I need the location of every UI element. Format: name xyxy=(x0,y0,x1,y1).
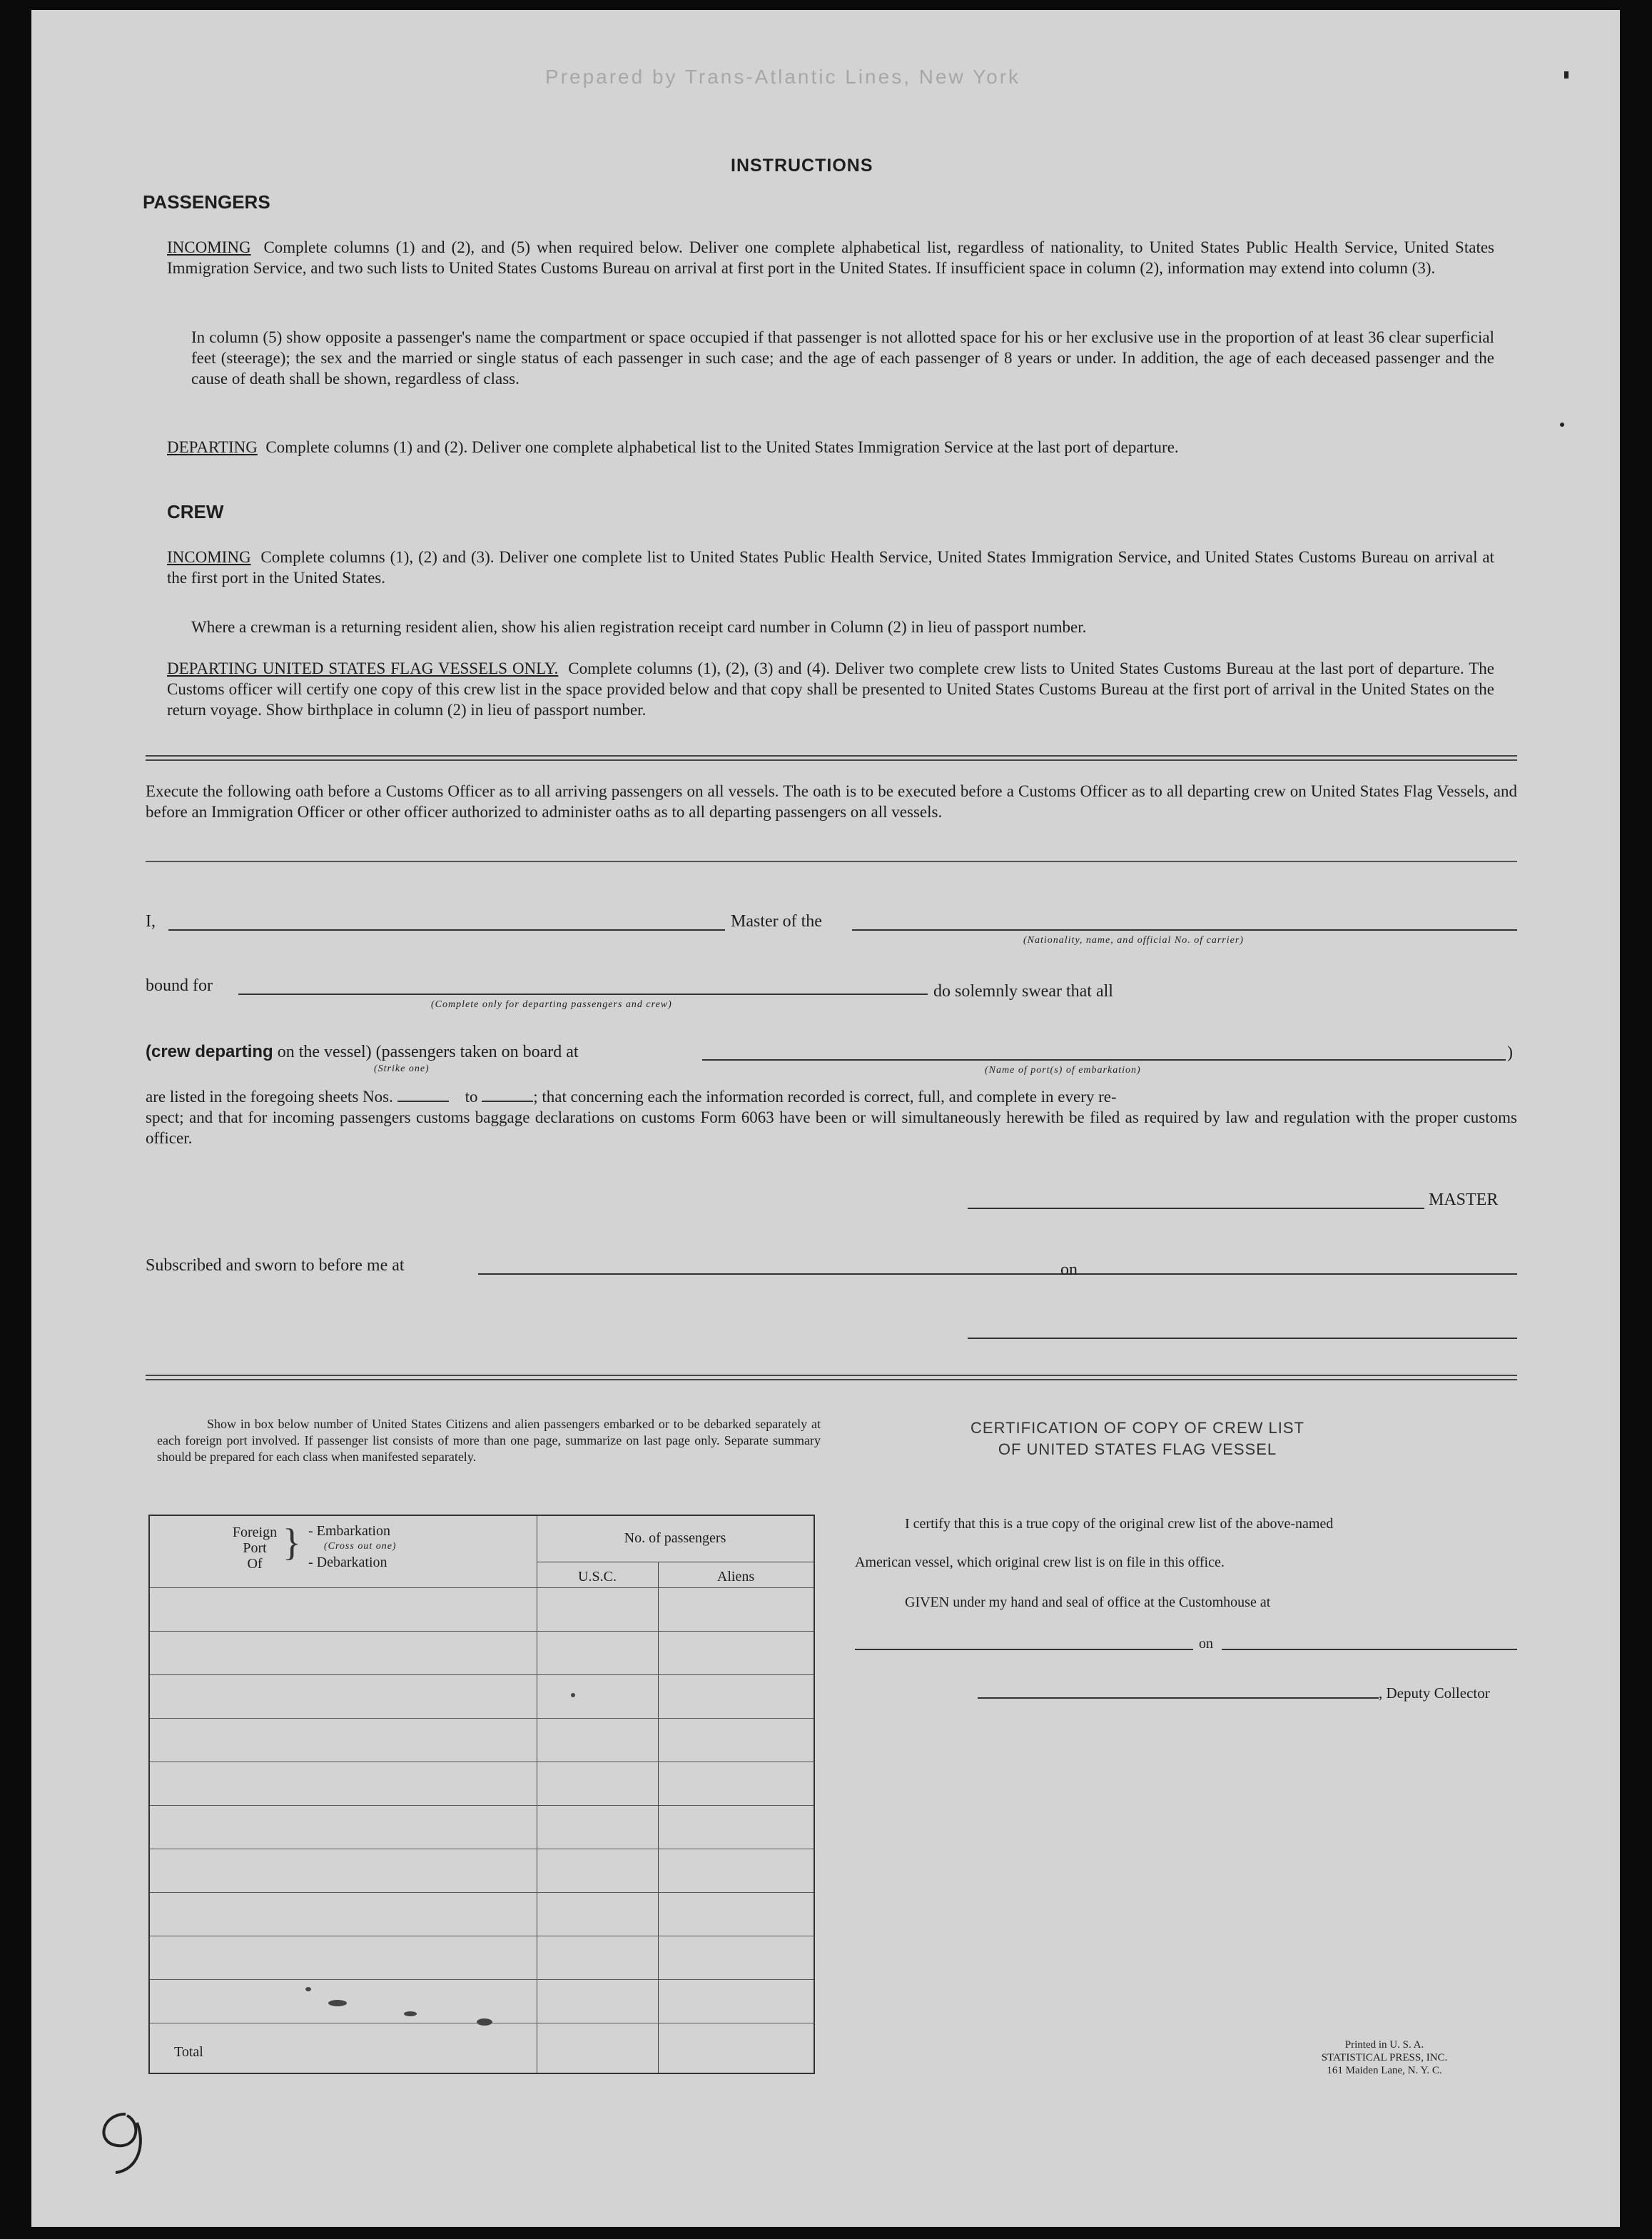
sheet-to-field[interactable] xyxy=(482,1088,533,1102)
table-row[interactable] xyxy=(150,1979,814,1980)
certification-title xyxy=(852,1417,1423,1460)
foreign-label: Foreign xyxy=(232,1525,278,1540)
embarkation-label: - Embarkation xyxy=(308,1523,390,1539)
sworn-place-field[interactable] xyxy=(478,1273,1086,1275)
crew-incoming-label: INCOMING xyxy=(167,548,251,566)
ports-caption: (Name of port(s) of embarkation) xyxy=(985,1065,1141,1076)
deputy-signature-field[interactable] xyxy=(978,1697,1379,1699)
bound-for-caption: (Complete only for departing passengers and crew) xyxy=(431,999,672,1010)
master-of-label: Master of the xyxy=(731,912,822,931)
ink-smudge xyxy=(404,2011,417,2016)
sheets-text-b: ; that concerning each the information recorded is correct, full, and complete in every re- xyxy=(533,1088,1117,1106)
strike-caption: (Strike one) xyxy=(374,1063,430,1074)
officer-signature-field[interactable] xyxy=(968,1338,1517,1339)
sheets-text-c: spect; and that for incoming passengers customs baggage declarations on customs Form 6063 have been or will simultaneously herewith be filed as required by law and regulation with the proper customs officer. xyxy=(146,1108,1517,1147)
port-label: Port xyxy=(243,1540,267,1556)
departing-text: Complete columns (1) and (2). Deliver one complete alphabetical list to the United States Immigration Service at the last port of departure. xyxy=(265,438,1179,456)
passenger-summary-table xyxy=(148,1515,815,2074)
crew-passengers-line xyxy=(146,1042,579,1062)
master-signature-field[interactable] xyxy=(968,1208,1424,1209)
sheets-line xyxy=(146,1086,1517,1107)
oath-i-label: I, xyxy=(146,912,156,931)
crew-incoming-block xyxy=(167,547,1494,588)
swear-text: do solemnly swear that all xyxy=(933,982,1113,1001)
embark-debark-labels xyxy=(308,1523,397,1570)
foreign-port-label xyxy=(230,1525,280,1572)
table-row[interactable] xyxy=(150,1892,814,1893)
crew-incoming-text: Complete columns (1), (2) and (3). Deliver one complete list to United States Public Health Service, United States Immigration Service, and United States Customs Bureau on arrival at the first port in the United States. xyxy=(167,548,1495,587)
cross-out-caption: (Cross out one) xyxy=(324,1541,397,1552)
certification-title-1: CERTIFICATION OF COPY OF CREW LIST xyxy=(971,1419,1304,1437)
cert-date-field[interactable] xyxy=(1222,1649,1517,1650)
form-page xyxy=(31,10,1620,2227)
summary-instructions: Show in box below number of United States Citizens and alien passengers embarked or to be debarked separately at each foreign port involved. If passenger list consists of more than one page, summarize on last page only. Separate summary should be prepared for each class when manifested separately. xyxy=(157,1417,821,1464)
bleed-through-text: Prepared by Trans-Atlantic Lines, New York xyxy=(545,66,1021,88)
ink-smudge xyxy=(477,2018,492,2026)
crew-alien-text: Where a crewman is a returning resident alien, show his alien registration receipt card number in Column (2) in lieu of passport number. xyxy=(191,618,1087,636)
passengers-heading: PASSENGERS xyxy=(143,191,270,213)
ink-smudge xyxy=(328,2000,347,2006)
table-row[interactable] xyxy=(150,1674,814,1675)
crew-departing-block xyxy=(167,658,1494,720)
printer-line-1: Printed in U. S. A. xyxy=(1344,2039,1424,2051)
column5-text: In column (5) show opposite a passenger's name the compartment or space occupied if that passenger is not allotted space for his or her exclusive use in the proportion of at least 36 clear superficial feet (steerage); the sex and the married or single status of each passenger in such case; and the age of each passenger of 8 years or under. In addition, the age of each deceased passenger and the cause of death shall be shown, regardless of class. xyxy=(191,328,1494,388)
passengers-departing-block xyxy=(167,437,1494,458)
crew-alien-block xyxy=(191,617,1494,637)
table-row[interactable] xyxy=(150,1718,814,1719)
master-name-field[interactable] xyxy=(168,929,725,931)
sheets-text-a: are listed in the foregoing sheets Nos. xyxy=(146,1088,393,1106)
oath-intro-block xyxy=(146,781,1517,822)
on-vessel-text: on the vessel) xyxy=(277,1043,372,1061)
deputy-collector-label: , Deputy Collector xyxy=(1379,1684,1490,1702)
passengers-incoming-block xyxy=(167,237,1494,278)
divider xyxy=(146,755,1517,761)
printer-line-3: 161 Maiden Lane, N. Y. C. xyxy=(1327,2065,1442,2076)
brace-icon: } xyxy=(283,1521,301,1564)
divider xyxy=(146,1375,1517,1380)
column5-block xyxy=(191,327,1494,389)
margin-mark xyxy=(1564,71,1569,79)
embarkation-port-field[interactable] xyxy=(702,1059,1506,1061)
sworn-date-field[interactable] xyxy=(1080,1273,1517,1275)
ink-dot xyxy=(571,1693,575,1697)
oath-intro-text: Execute the following oath before a Customs Officer as to all arriving passengers on all vessels. The oath is to be executed before a Customs Officer as to all departing crew on United States Flag Vessels, and before an Immigration Officer or other officer authorized to administer oaths as to all departing passengers on all vessels. xyxy=(146,782,1517,821)
subscribed-label: Subscribed and sworn to before me at xyxy=(146,1256,405,1275)
master-label: MASTER xyxy=(1429,1191,1499,1209)
carrier-caption: (Nationality, name, and official No. of carrier) xyxy=(1023,935,1244,946)
carrier-field[interactable] xyxy=(852,929,1517,931)
given-text: GIVEN under my hand and seal of office at the Customhouse at xyxy=(905,1594,1271,1610)
handwritten-mark xyxy=(81,2101,167,2187)
margin-mark xyxy=(1560,423,1564,427)
instructions-title: INSTRUCTIONS xyxy=(731,156,873,176)
sheets-continuation xyxy=(146,1107,1517,1148)
total-label: Total xyxy=(174,2044,203,2060)
aliens-header: Aliens xyxy=(716,1569,755,1585)
ink-smudge xyxy=(305,1987,311,1991)
sheets-to: to xyxy=(465,1088,478,1106)
table-row[interactable] xyxy=(150,1805,814,1806)
of-label: Of xyxy=(247,1556,263,1572)
close-paren: ) xyxy=(1507,1043,1513,1062)
incoming-label: INCOMING xyxy=(167,238,251,256)
debarkation-label: - Debarkation xyxy=(308,1555,387,1570)
certify-text-2: American vessel, which original crew list is on file in this office. xyxy=(855,1555,1225,1570)
passengers-taken-text: (passengers taken on board at xyxy=(375,1043,579,1061)
incoming-text: Complete columns (1) and (2), and (5) when required below. Deliver one complete alphabetical list, regardless of nationality, to United States Public Health Service, United States Immigration Service, and two such lists to United States Customs Bureau on arrival at first port in the United States. If insufficient space in column (2), information may extend into column (3). xyxy=(167,238,1494,277)
crew-heading: CREW xyxy=(167,501,224,522)
cert-on-label: on xyxy=(1199,1636,1213,1652)
sheet-from-field[interactable] xyxy=(397,1088,449,1102)
bound-for-label: bound for xyxy=(146,976,213,995)
crew-departing-choice: (crew departing xyxy=(146,1042,273,1061)
table-row[interactable] xyxy=(150,1631,814,1632)
bound-for-field[interactable] xyxy=(238,994,928,995)
customhouse-field[interactable] xyxy=(855,1649,1193,1650)
printer-line-2: STATISTICAL PRESS, INC. xyxy=(1321,2052,1448,2063)
departing-label: DEPARTING xyxy=(167,438,258,456)
sworn-on-label: on xyxy=(1060,1260,1078,1279)
certification-title-2: OF UNITED STATES FLAG VESSEL xyxy=(998,1440,1277,1458)
col-divider xyxy=(658,1562,659,2073)
no-passengers-header: No. of passengers xyxy=(624,1530,726,1546)
divider xyxy=(146,861,1517,862)
crew-departing-label: DEPARTING UNITED STATES FLAG VESSELS ONLY. xyxy=(167,659,559,677)
usc-header: U.S.C. xyxy=(578,1569,617,1585)
printer-imprint xyxy=(1270,2038,1499,2077)
certify-text-1: I certify that this is a true copy of the original crew list of the above-named xyxy=(905,1516,1334,1532)
table-row[interactable] xyxy=(150,1587,814,1588)
crew-departing-text: Complete columns (1), (2), (3) and (4). Deliver two complete crew lists to United States Customs Bureau at the last port of departure. The Customs officer will certify one copy of this crew list in the space provided below and that copy shall be presented to United States Customs Bureau at the first port of arrival in the United States on the return voyage. Show birthplace in column (2) in lieu of passport number. xyxy=(167,659,1495,719)
